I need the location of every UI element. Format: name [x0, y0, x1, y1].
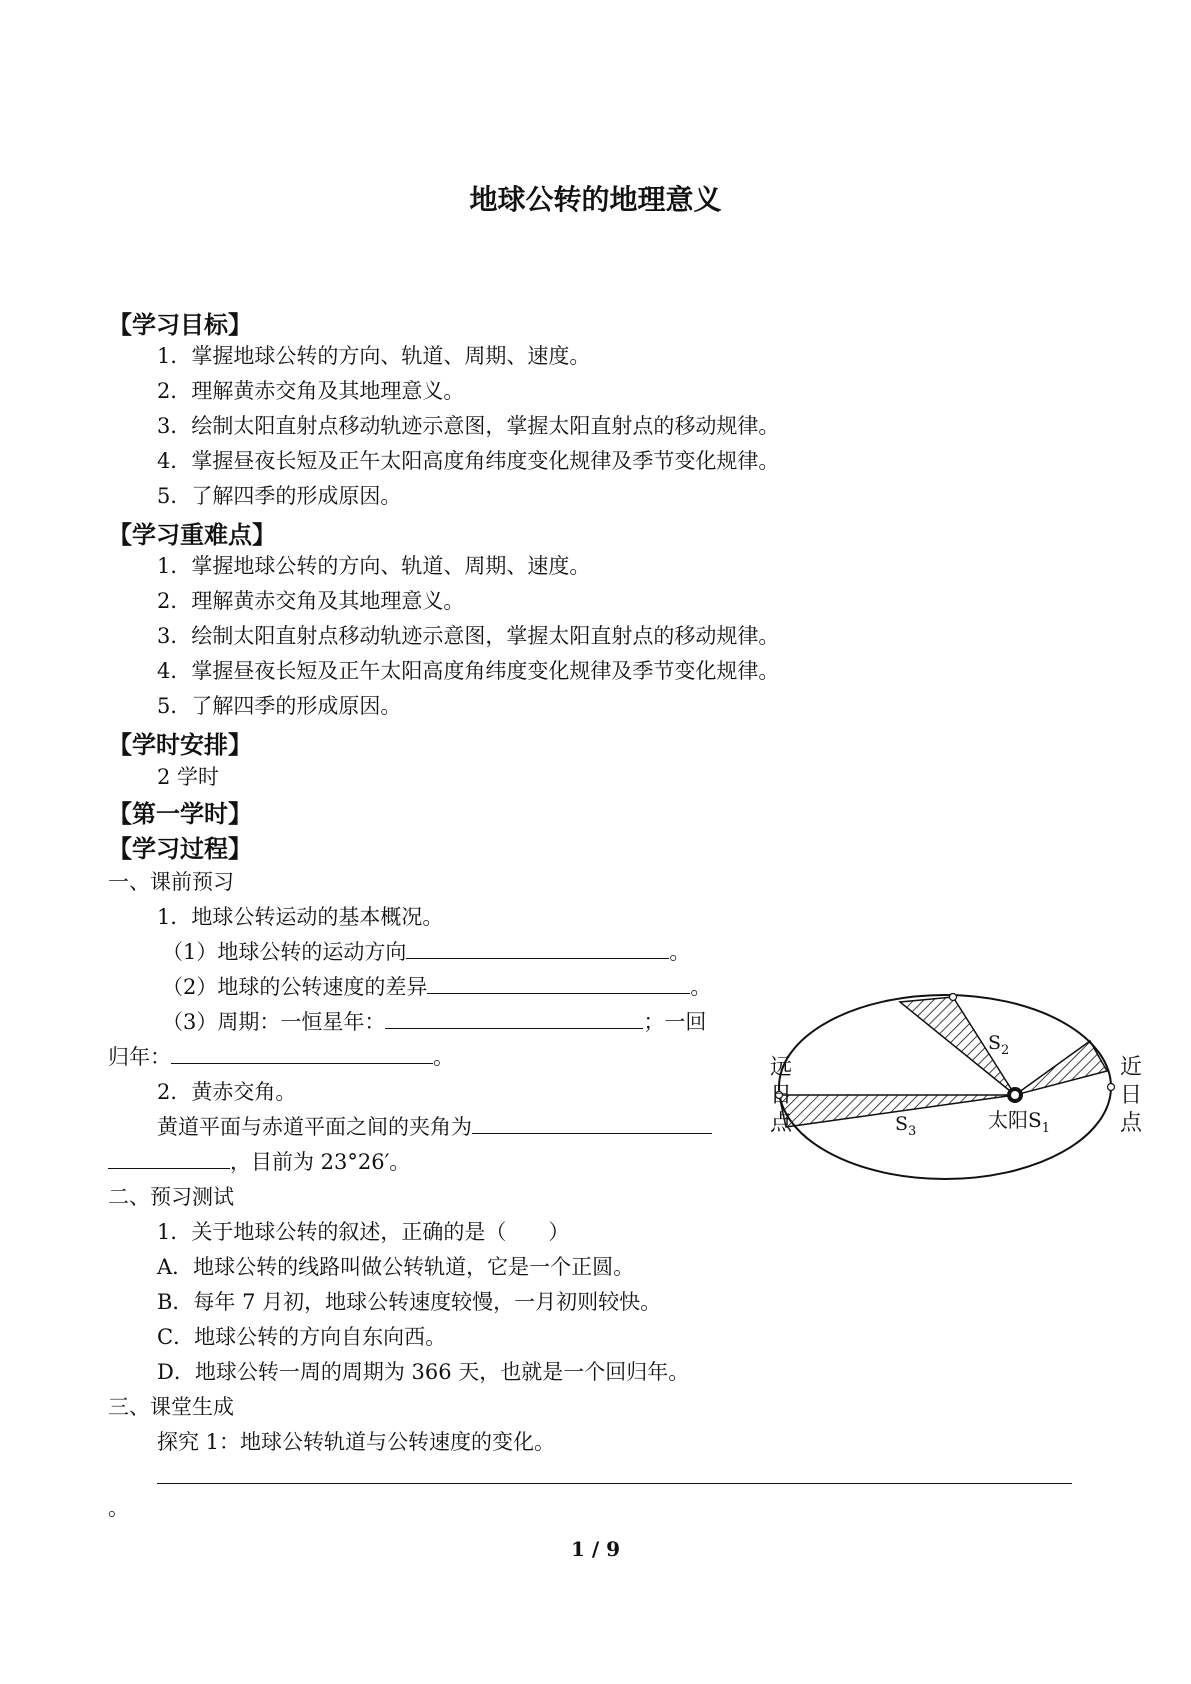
objective-item: 5．了解四季的形成原因。 — [157, 484, 402, 508]
key-point-item: 4．掌握昼夜长短及正午太阳高度角纬度变化规律及季节变化规律。 — [157, 659, 780, 683]
test-option-d: D．地球公转一周的周期为 366 天，也就是一个回归年。 — [157, 1360, 690, 1384]
preview-q2-cont — [108, 1146, 410, 1176]
key-point-item: 1．掌握地球公转的方向、轨道、周期、速度。 — [157, 554, 591, 578]
perihelion-label — [1120, 1054, 1146, 1138]
s2-label: $S_2$ — [988, 1032, 1010, 1058]
key-point-item: 2．理解黄赤交角及其地理意义。 — [157, 589, 465, 613]
preview-q1: 1．地球公转运动的基本概况。 — [157, 905, 444, 929]
answer-blank[interactable] — [472, 1113, 712, 1134]
q2-end: ，目前为 23°26′。 — [230, 1150, 411, 1174]
objectives-heading: 【学习目标】 — [108, 310, 252, 339]
preview-q1-3-cont — [108, 1041, 454, 1071]
answer-blank[interactable] — [385, 1008, 643, 1029]
aphelion-char: 日 — [770, 1083, 793, 1108]
orbit-diagram — [770, 985, 1150, 1190]
sector-s1 — [1015, 1041, 1107, 1095]
answer-blank[interactable] — [108, 1148, 230, 1169]
test-option-a: A．地球公转的线路叫做公转轨道，它是一个正圆。 — [157, 1255, 635, 1279]
s3-label: $S_3$ — [895, 1113, 917, 1139]
sun-icon — [1007, 1087, 1023, 1103]
trailing-period: 。 — [108, 1496, 129, 1520]
key-point-item: 5．了解四季的形成原因。 — [157, 694, 402, 718]
perihelion-point — [1108, 1084, 1115, 1091]
perihelion-char: 日 — [1120, 1083, 1143, 1108]
objective-item: 2．理解黄赤交角及其地理意义。 — [157, 379, 465, 403]
aphelion-label — [770, 1054, 796, 1138]
test-option-b: B．每年 7 月初，地球公转速度较慢，一月初则较快。 — [157, 1290, 662, 1314]
q1-3-text: （3）周期：一恒星年： — [162, 1010, 386, 1034]
preview-q1-3 — [162, 1006, 706, 1036]
page-title: 地球公转的地理意义 — [469, 183, 722, 216]
orbit-top-point — [950, 994, 957, 1001]
schedule-text: 2 学时 — [157, 765, 220, 789]
answer-blank[interactable] — [171, 1043, 433, 1064]
period-mark: 。 — [690, 975, 712, 999]
class-heading: 三、课堂生成 — [108, 1395, 234, 1419]
q1-2-text: （2）地球的公转速度的差异 — [162, 975, 428, 999]
test-heading: 二、预习测试 — [108, 1185, 234, 1209]
first-period-heading: 【第一学时】 — [108, 799, 252, 828]
aphelion-char: 远 — [770, 1055, 793, 1080]
period-mark: 。 — [433, 1045, 454, 1069]
preview-q1-1 — [162, 936, 690, 966]
preview-heading: 一、课前预习 — [108, 870, 234, 894]
q1-3-cont-text: 归年： — [108, 1045, 171, 1069]
preview-q1-2 — [162, 971, 711, 1001]
process-heading: 【学习过程】 — [108, 834, 252, 863]
objective-item: 3．绘制太阳直射点移动轨迹示意图，掌握太阳直射点的移动规律。 — [157, 414, 780, 438]
answer-blank[interactable] — [406, 938, 669, 959]
perihelion-char: 点 — [1120, 1111, 1143, 1136]
preview-q2-text — [157, 1111, 712, 1141]
q2-text: 黄道平面与赤道平面之间的夹角为 — [157, 1115, 472, 1139]
test-question: 1．关于地球公转的叙述，正确的是（ ） — [157, 1220, 570, 1244]
inquiry-text: 探究 1：地球公转轨道与公转速度的变化。 — [157, 1430, 556, 1454]
answer-line[interactable] — [157, 1483, 1072, 1484]
objective-item: 1．掌握地球公转的方向、轨道、周期、速度。 — [157, 344, 591, 368]
period-mark: 。 — [669, 940, 691, 964]
q1-3-tail: ；一回 — [643, 1010, 707, 1034]
answer-blank[interactable] — [427, 973, 690, 994]
test-option-c: C．地球公转的方向自东向西。 — [157, 1325, 447, 1349]
key-point-item: 3．绘制太阳直射点移动轨迹示意图，掌握太阳直射点的移动规律。 — [157, 624, 780, 648]
page-number: 1 / 9 — [570, 1537, 621, 1561]
aphelion-char: 点 — [770, 1111, 793, 1136]
q1-1-text: （1）地球公转的运动方向 — [162, 940, 407, 964]
perihelion-char: 近 — [1120, 1055, 1143, 1080]
schedule-heading: 【学时安排】 — [108, 730, 252, 759]
sun-label: 太阳$S_1$ — [988, 1108, 1050, 1136]
objective-item: 4．掌握昼夜长短及正午太阳高度角纬度变化规律及季节变化规律。 — [157, 449, 780, 473]
preview-q2: 2．黄赤交角。 — [157, 1080, 297, 1104]
key-points-heading: 【学习重难点】 — [108, 520, 276, 549]
